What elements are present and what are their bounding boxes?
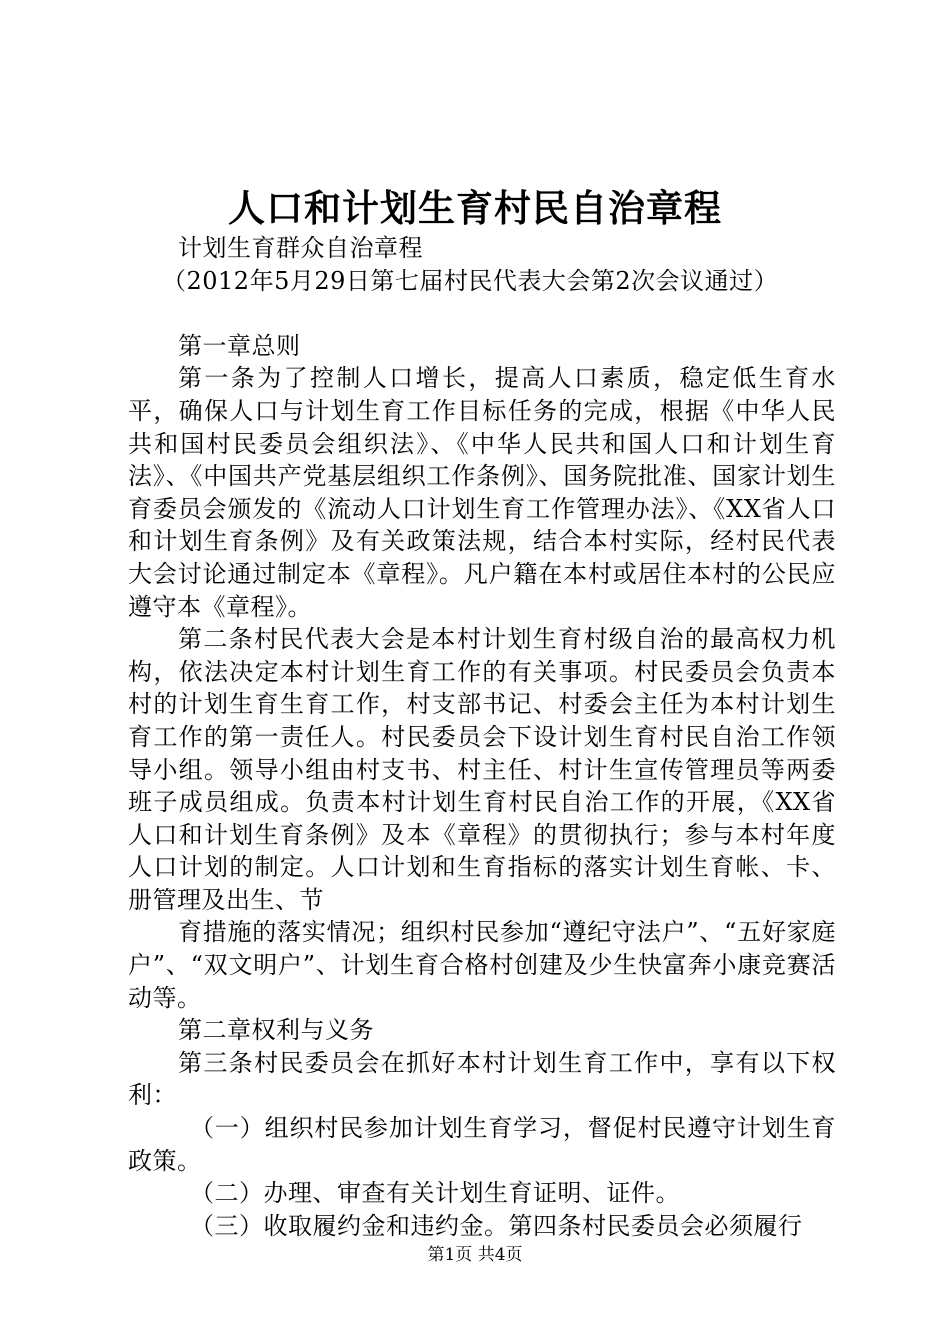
paragraph: （三）收取履约金和违约金。第四条村民委员会必须履行 [190,1211,803,1240]
document-subtitle: 计划生育群众自治章程 [178,234,423,262]
paragraph: 第一条为了控制人口增长，提高人口素质，稳定低生育水平，确保人口与计划生育工作目标任务的完成，根据《中华人民共和国村民委员会组织法》、《中华人民共和国人口和计划生育法》、《中国共产党基层组织工作条例》、国务院批准、国家计划生育委员会颁发的《流动人口计划生育工作管理办法》、《XX省人口和计划生育条例》及有关政策法规，结合本村实际，经村民代表大会讨论通过制定本《章程》。凡户籍在本村或居住本村的公民应遵守本《章程》。 [128,364,836,621]
paragraph: （二）办理、审查有关计划生育证明、证件。 [190,1179,680,1208]
paragraph: 第二条村民代表大会是本村计划生育村级自治的最高权力机构，依法决定本村计划生育工作的有关事项。村民委员会负责本村的计划生育生育工作，村支部书记、村委会主任为本村计划生育工作的第一责任人。村民委员会下设计划生育村民自治工作领导小组。领导小组由村支书、村主任、村计生宣传管理员等两委班子成员组成。负责本村计划生育村民自治工作的开展，《XX省人口和计划生育条例》及本《章程》的贯彻执行；参与本村年度人口计划的制定。人口计划和生育指标的落实计划生育帐、卡、册管理及出生、节 [128,625,836,914]
paragraph: 第二章权利与义务 [178,1016,374,1045]
paragraph-list [128,330,836,1243]
blank-line [128,297,836,330]
document-body [128,232,836,1242]
paragraph: 育措施的落实情况；组织村民参加“遵纪守法户”、“五好家庭户”、“双文明户”、计划生育合格村创建及少生快富奔小康竞赛活动等。 [128,918,836,1012]
paragraph: 第三条村民委员会在抓好本村计划生育工作中，享有以下权利： [128,1048,836,1110]
document-title: 人口和计划生育村民自治章程 [228,186,722,230]
paragraph: 第一章总则 [178,331,301,360]
page-footer: 第1页 共4页 [427,1245,523,1265]
document-note: （2012年5月29日第七届村民代表大会第2次会议通过） [162,266,779,295]
paragraph: （一）组织村民参加计划生育学习，督促村民遵守计划生育政策。 [128,1114,836,1175]
